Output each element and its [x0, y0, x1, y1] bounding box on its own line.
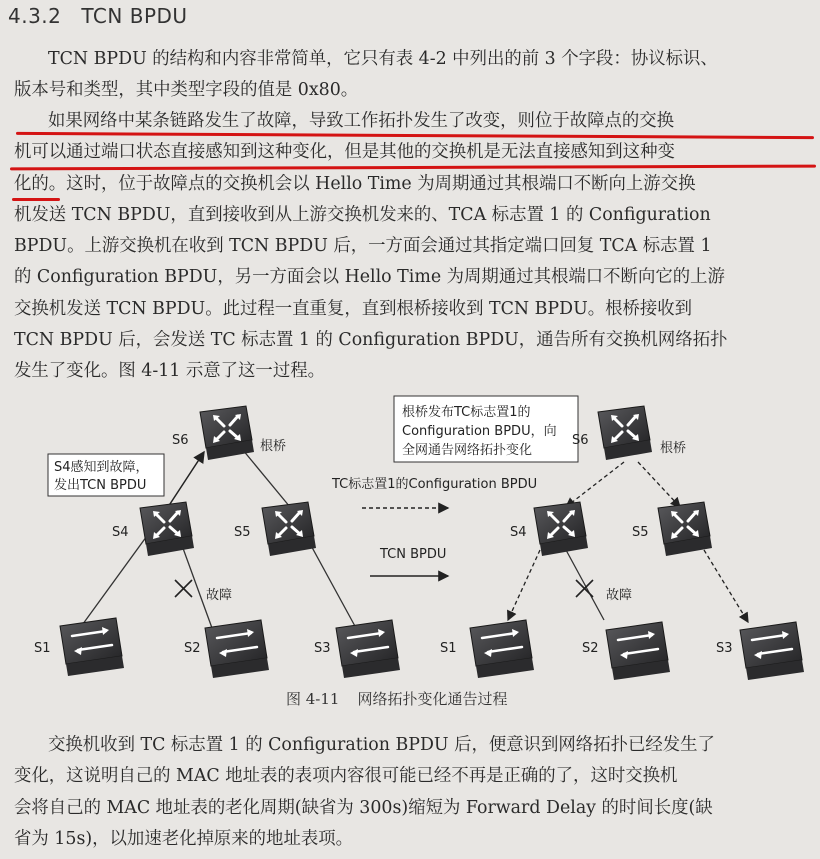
figure-caption	[286, 688, 507, 709]
switch-s4-icon	[534, 502, 588, 556]
switch-s6-icon	[200, 406, 254, 460]
tcn-arrow-s4-to-s6	[168, 452, 204, 507]
text-line: BPDU。上游交换机在收到 TCN BPDU 后，一方面会通过其指定端口回复 TCA 标志置 1	[14, 236, 712, 257]
callout-left-line: S4感知到故障，	[54, 460, 149, 475]
switch-s2-icon	[606, 622, 670, 680]
text-line: 机发送 TCN BPDU，直到接收到从上游交换机发来的、TCA 标志置 1 的 Configuration	[14, 204, 711, 225]
callout-middle-line: 根桥发布TC标志置1的	[402, 405, 531, 420]
text-line: 的 Configuration BPDU，另一方面会以 Hello Time 为周期通过其根端口不断向它的上游	[14, 267, 725, 288]
switch-s5-icon	[262, 502, 316, 556]
caption-text: 网络拓扑变化通告过程	[357, 690, 508, 708]
left-topology	[34, 406, 400, 678]
section-title: TCN BPDU	[81, 4, 188, 28]
label-s1: S1	[34, 641, 51, 656]
tcn-arrow-label: TCN BPDU	[380, 547, 447, 562]
label-root-bridge: 根桥	[260, 439, 287, 454]
callout-middle-line: 全网通告网络拓扑变化	[402, 443, 533, 458]
tc-arrow-s6-to-s5	[638, 462, 680, 507]
text-line: 机可以通过端口状态直接感知到这种变化，但是其他的交换机是无法直接感知到这种变	[14, 142, 675, 163]
text-line: 版本号和类型，其中类型字段的值是 0x80。	[14, 80, 359, 101]
section-heading	[8, 4, 188, 28]
switch-s6-icon	[598, 406, 652, 460]
label-s1: S1	[440, 641, 457, 656]
tc-arrow-s6-to-s4	[566, 462, 624, 507]
label-s6: S6	[172, 433, 189, 448]
text-line: 发生了变化。图 4-11 示意了这一过程。	[14, 361, 325, 382]
label-s4: S4	[112, 525, 129, 540]
switch-s4-icon	[140, 502, 194, 556]
label-s5: S5	[632, 525, 649, 540]
link-s4-s2-right	[566, 550, 604, 620]
callout-left-line: 发出TCN BPDU	[54, 478, 147, 493]
paragraph-2	[14, 106, 814, 388]
tc-arrow-s4-to-s1	[508, 550, 540, 620]
label-fault: 故障	[606, 588, 633, 603]
label-s4: S4	[510, 525, 527, 540]
switch-s3-icon	[336, 620, 400, 678]
label-s3: S3	[314, 641, 331, 656]
text-line: 交换机发送 TCN BPDU。此过程一直重复，直到根桥接收到 TCN BPDU。根桥接收到	[14, 298, 693, 319]
switch-s5-icon	[658, 502, 712, 556]
text-line: 省为 15s)，以加速老化掉原来的地址表项。	[14, 828, 354, 849]
text-line: 会将自己的 MAC 地址表的老化周期(缺省为 300s)缩短为 Forward Delay 的时间长度(缺	[14, 797, 713, 818]
label-s6: S6	[572, 433, 589, 448]
switch-s1-icon	[60, 618, 124, 676]
label-s3: S3	[716, 641, 733, 656]
tc-arrow-label: TC标志置1的Configuration BPDU	[332, 477, 538, 492]
network-topology-figure	[0, 390, 820, 690]
label-root-bridge: 根桥	[660, 441, 687, 456]
label-s5: S5	[234, 525, 251, 540]
label-s2: S2	[582, 641, 599, 656]
text-line: 如果网络中某条链路发生了故障，导致工作拓扑发生了改变，则位于故障点的交换	[48, 111, 675, 131]
caption-number: 图 4-11	[286, 690, 340, 708]
section-number: 4.3.2	[8, 4, 62, 28]
callout-middle-line: Configuration BPDU，向	[402, 424, 557, 439]
fault-x-icon	[175, 580, 192, 597]
switch-s1-icon	[470, 620, 534, 678]
text-line: TCN BPDU 的结构和内容非常简单，它只有表 4-2 中列出的前 3 个字段：协议标识、	[48, 49, 718, 69]
switch-s2-icon	[205, 620, 269, 678]
paragraph-1	[14, 44, 814, 107]
text-line: 交换机收到 TC 标志置 1 的 Configuration BPDU 后，便意识到网络拓扑已经发生了	[48, 735, 715, 755]
red-underline-annotation	[12, 198, 60, 201]
text-line: TCN BPDU 后，会发送 TC 标志置 1 的 Configuration BPDU，通告所有交换机网络拓扑	[14, 330, 728, 351]
text-line: 变化，这说明自己的 MAC 地址表的表项内容很可能已经不再是正确的了，这时交换机	[14, 766, 678, 787]
tc-arrow-s5-to-s3	[704, 550, 748, 622]
label-fault: 故障	[206, 588, 233, 603]
switch-s3-icon	[740, 622, 804, 680]
text-line: 化的。这时，位于故障点的交换机会以 Hello Time 为周期通过其根端口不断向上游交换	[14, 173, 696, 194]
label-s2: S2	[184, 641, 201, 656]
paragraph-3	[14, 730, 814, 855]
fault-x-icon	[576, 580, 593, 597]
